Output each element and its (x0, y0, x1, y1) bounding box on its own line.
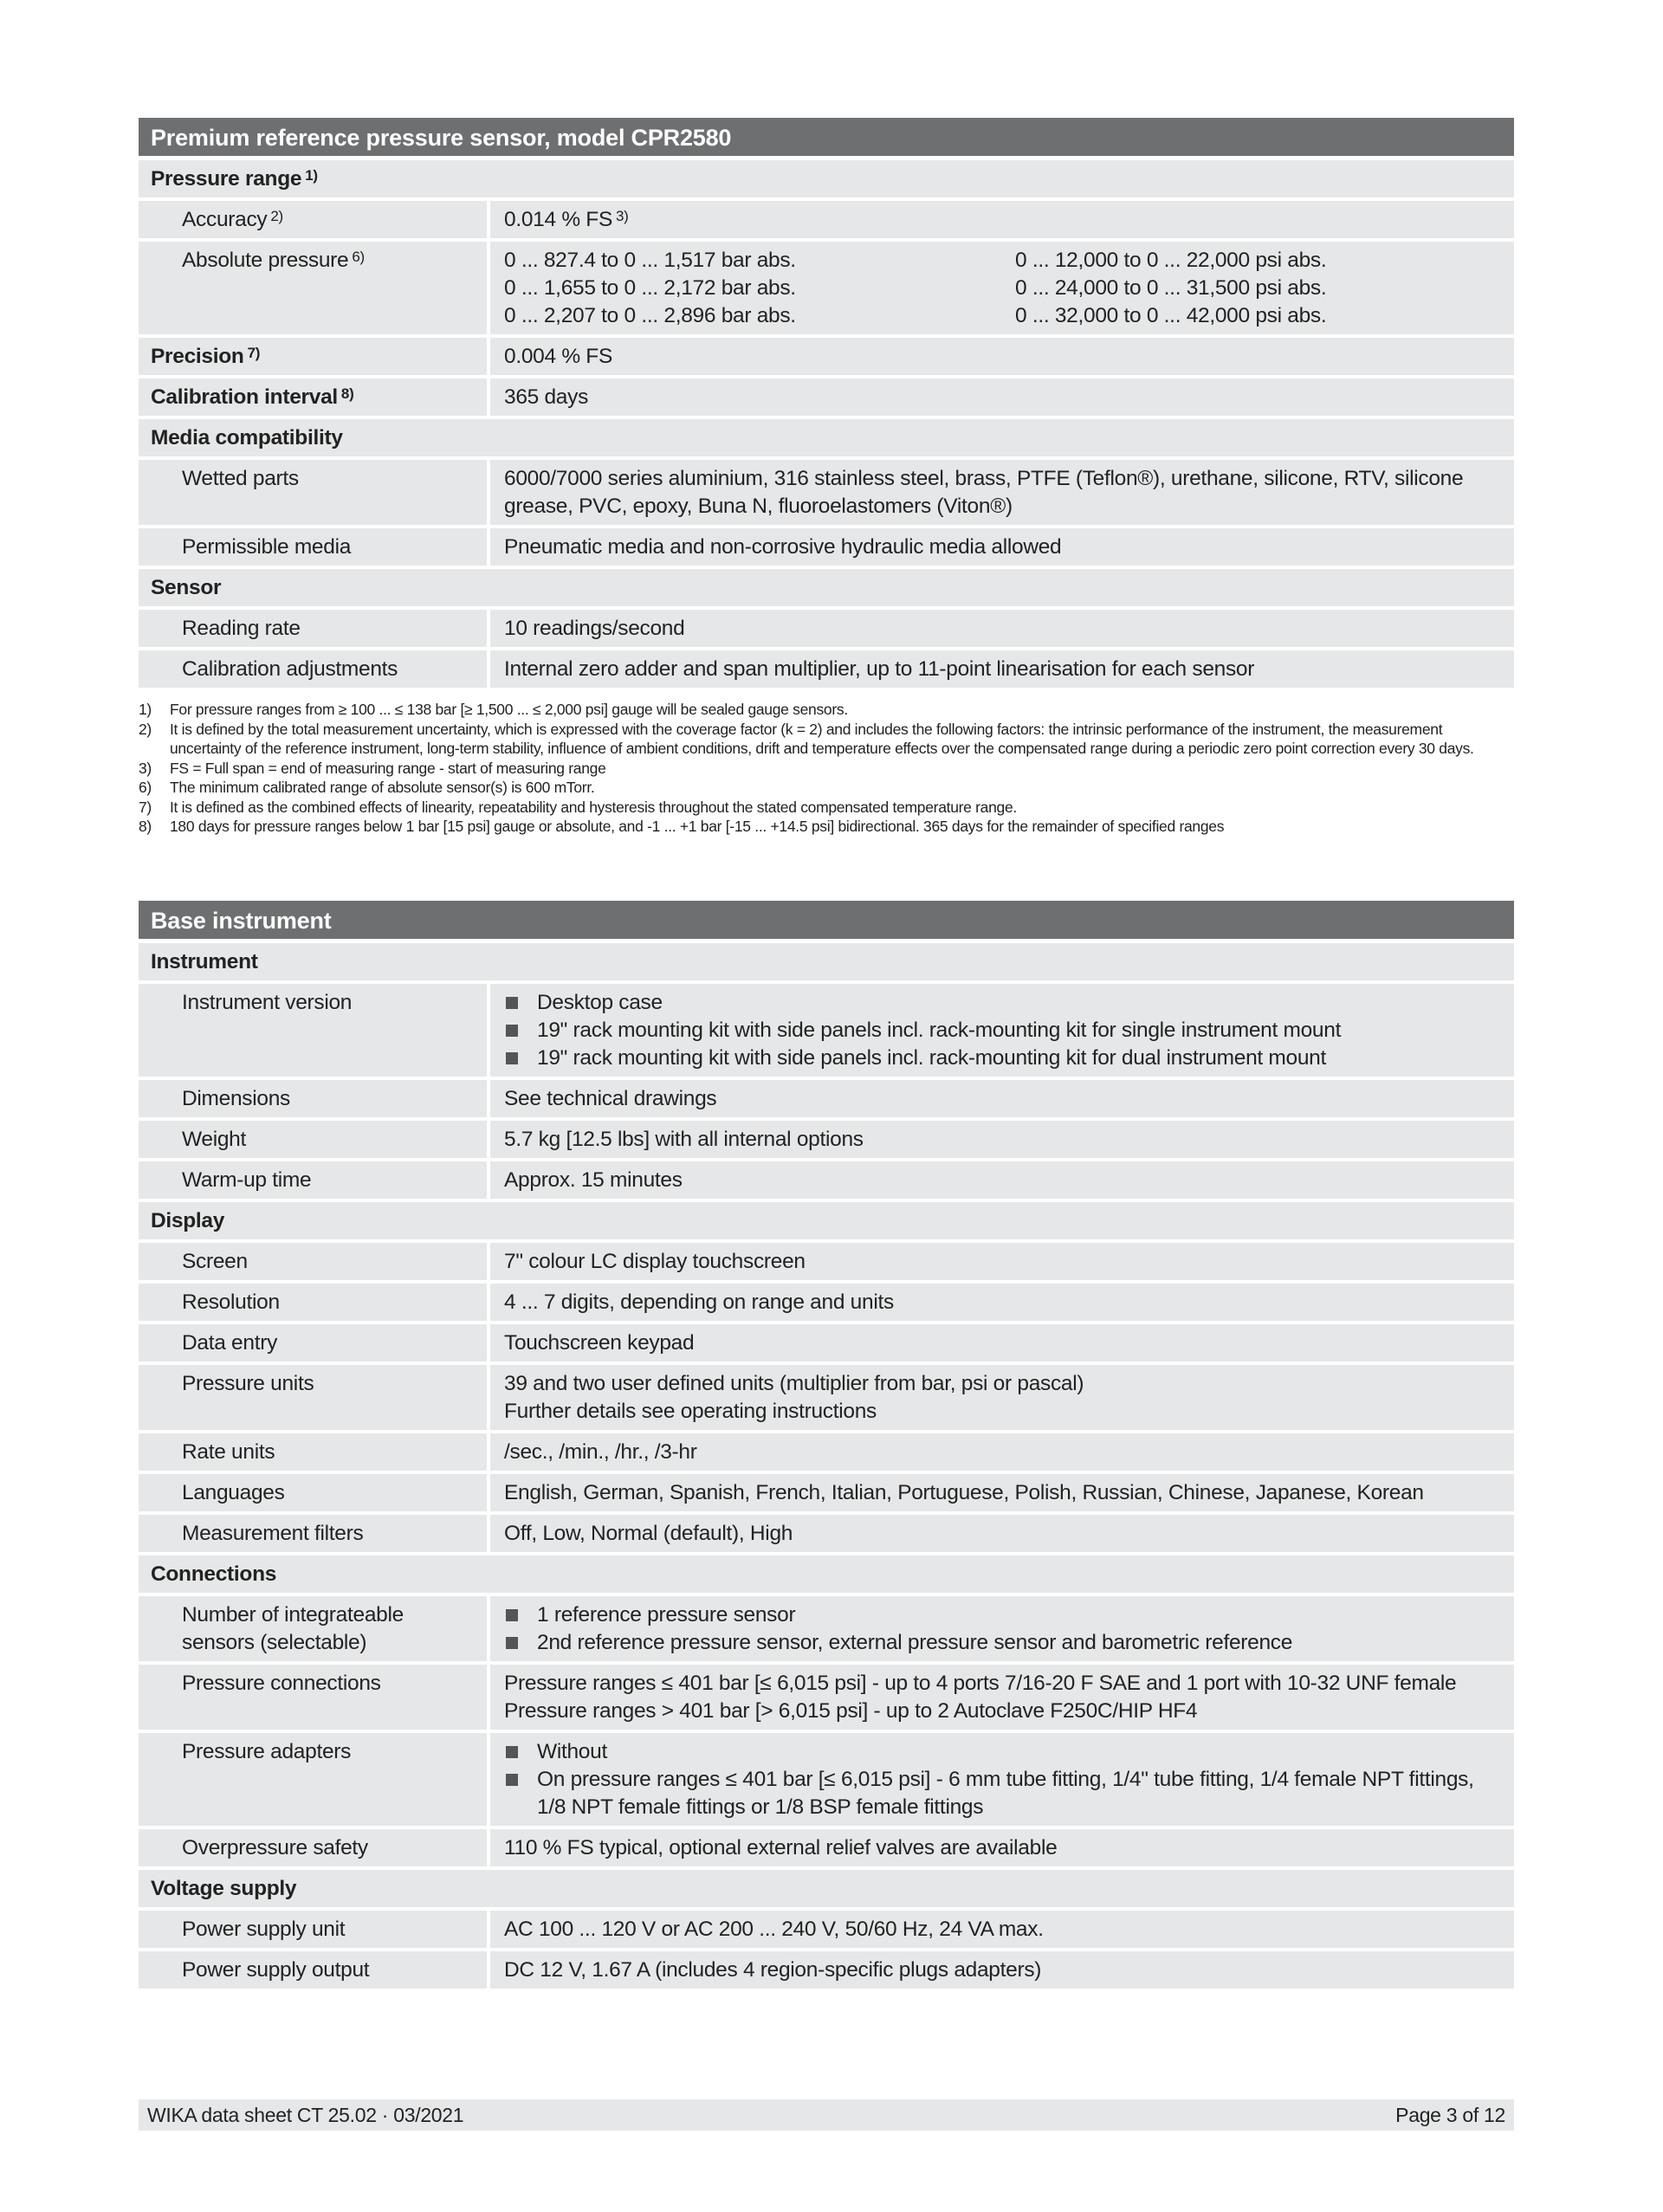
table-row (139, 610, 1514, 647)
value-cell (490, 610, 1514, 647)
value-line: 0 ... 827.4 to 0 ... 1,517 bar abs. (504, 249, 796, 272)
label-cell (139, 1284, 487, 1321)
value-text: 39 and two user defined units (multiplier from bar, psi or pascal) (504, 1372, 1084, 1395)
bullet-text: 19" rack mounting kit with side panels incl. rack-mounting kit for single instrument mount (537, 1019, 1342, 1042)
category-row (139, 1202, 1514, 1239)
row-label: Instrument version (182, 991, 353, 1014)
value-text: Pressure ranges ≤ 401 bar [≤ 6,015 psi] - up to 4 ports 7/16-20 F SAE and 1 port with 10-32 UNF female (504, 1672, 1457, 1695)
value-line (504, 1834, 1502, 1862)
value-line (504, 1520, 1502, 1548)
footnote-ref: 7) (247, 345, 261, 361)
table-row (139, 984, 1514, 1077)
category-label-cell (139, 1202, 1514, 1239)
footnote-ref: 8) (340, 385, 354, 402)
square-bullet-icon (506, 1637, 518, 1649)
value-cell (490, 1121, 1514, 1158)
value-cell (490, 1365, 1514, 1430)
row-label: Wetted parts (182, 467, 299, 490)
value-line: 0 ... 24,000 to 0 ... 31,500 psi abs. (1015, 276, 1327, 300)
bullet-item (504, 1738, 1502, 1766)
value-cell (490, 460, 1514, 525)
label-cell (139, 650, 487, 688)
footnote-number: 2) (139, 720, 152, 738)
value-line (504, 656, 1502, 683)
row-label: Measurement filters (182, 1522, 364, 1545)
label-cell (139, 528, 487, 566)
bullet-item (504, 989, 1502, 1017)
category-row (139, 1556, 1514, 1593)
table-row (139, 1161, 1514, 1199)
value-line (504, 1670, 1502, 1698)
category-label-cell (139, 569, 1514, 606)
footnote-text: FS = Full span = end of measuring range - start of measuring range (170, 759, 606, 777)
footnote-ref: 6) (352, 249, 365, 265)
row-label: Resolution (182, 1290, 280, 1314)
category-label-cell (139, 1556, 1514, 1593)
section-base-instrument (139, 901, 1514, 1992)
square-bullet-icon (506, 1774, 518, 1786)
value-cell (490, 378, 1514, 416)
footnote-number: 1) (139, 701, 152, 718)
value-cell (490, 650, 1514, 688)
value-cell (490, 338, 1514, 375)
table-row (139, 1596, 1514, 1661)
footer-page-number: Page 3 of 12 (1395, 2104, 1505, 2126)
label-cell (139, 610, 487, 647)
section-title: Base instrument (139, 901, 1514, 939)
footnote (139, 778, 1514, 798)
table-row (139, 1515, 1514, 1552)
footnote-ref: 3) (616, 208, 629, 224)
value-line (504, 1398, 1502, 1426)
table-row (139, 1433, 1514, 1471)
value-text: 110 % FS typical, optional external relief valves are available (504, 1836, 1058, 1860)
row-label: Sensor (151, 576, 222, 599)
bullet-item (504, 1601, 1502, 1629)
row-label: Display (151, 1209, 225, 1232)
label-cell (139, 1161, 487, 1199)
label-cell (139, 1080, 487, 1117)
value-text: 7" colour LC display touchscreen (504, 1250, 806, 1273)
footnote-ref: 2) (270, 208, 283, 224)
table-row (139, 242, 1514, 334)
footnote-ref: 1) (305, 167, 318, 184)
footnote-number: 7) (139, 798, 152, 816)
value-cell (490, 1284, 1514, 1321)
label-cell (139, 1365, 487, 1430)
value-cell (490, 1433, 1514, 1471)
value-line (504, 1248, 1502, 1276)
value-cell (490, 1829, 1514, 1866)
value-text: English, German, Spanish, French, Italian, Portuguese, Polish, Russian, Chinese, Japanese, Korean (504, 1481, 1424, 1504)
value-cell (490, 1474, 1514, 1511)
bullet-text: On pressure ranges ≤ 401 bar [≤ 6,015 psi] - 6 mm tube fitting, 1/4" tube fitting, 1/4 female NPT fittings, 1/8 NPT female fittings or 1/8 BSP female fittings (537, 1768, 1474, 1819)
value-cell (490, 1665, 1514, 1730)
label-cell (139, 1324, 487, 1361)
value-line (504, 1085, 1502, 1113)
label-cell (139, 1911, 487, 1948)
square-bullet-icon (506, 1609, 518, 1621)
row-label: Data entry (182, 1331, 278, 1355)
category-label-cell (139, 1870, 1514, 1907)
value-line: 0 ... 32,000 to 0 ... 42,000 psi abs. (1015, 304, 1327, 327)
value-text: Touchscreen keypad (504, 1331, 695, 1355)
table-row (139, 1911, 1514, 1948)
row-label: Calibration adjustments (182, 657, 398, 681)
footnote (139, 798, 1514, 818)
row-label: Reading rate (182, 617, 301, 640)
value-text: Approx. 15 minutes (504, 1168, 683, 1192)
footnote-text: The minimum calibrated range of absolute sensor(s) is 600 mTorr. (170, 779, 595, 796)
value-text: See technical drawings (504, 1087, 717, 1110)
row-label: Precision (151, 345, 244, 368)
label-cell (139, 378, 487, 416)
table-row (139, 1284, 1514, 1321)
table-row (139, 528, 1514, 566)
value-line (504, 1289, 1502, 1316)
footnote-text: It is defined by the total measurement uncertainty, which is expressed with the coverage factor (k = 2) and includes the following factors: the intrinsic performance of the instrument, the measurement uncertainty of the reference instrument, long-term stability, influence of ambient conditions, drift and temperature effects over the compensated range during a periodic zero point correction every 30 days. (170, 720, 1474, 757)
value-line (504, 1329, 1502, 1357)
bullet-text: Without (537, 1740, 607, 1763)
row-label: Pressure units (182, 1372, 314, 1395)
table-row (139, 1365, 1514, 1430)
table-row (139, 460, 1514, 525)
value-line (504, 1126, 1502, 1154)
value-line: 0 ... 1,655 to 0 ... 2,172 bar abs. (504, 276, 796, 300)
value-column (1015, 247, 1326, 330)
label-cell (139, 1433, 487, 1471)
row-label: Pressure connections (182, 1672, 381, 1695)
label-cell (139, 1596, 487, 1661)
value-line (504, 1957, 1502, 1984)
value-line (504, 615, 1502, 643)
value-line (504, 1479, 1502, 1507)
value-cell (490, 1951, 1514, 1989)
value-line (504, 1370, 1502, 1398)
value-line (504, 1698, 1502, 1725)
category-row (139, 569, 1514, 606)
table-row (139, 1121, 1514, 1158)
value-text: 365 days (504, 385, 589, 409)
footnote-number: 6) (139, 779, 152, 796)
value-cell (490, 1596, 1514, 1661)
table-row (139, 1324, 1514, 1361)
label-cell (139, 1829, 487, 1866)
value-line (504, 343, 1502, 371)
footnote-number: 3) (139, 759, 152, 777)
square-bullet-icon (506, 1746, 518, 1758)
table-row (139, 1665, 1514, 1730)
label-cell (139, 201, 487, 238)
label-cell (139, 1474, 487, 1511)
value-columns (504, 247, 1502, 330)
label-cell (139, 1515, 487, 1552)
row-label: Pressure adapters (182, 1740, 352, 1763)
row-label: Rate units (182, 1440, 275, 1464)
value-line (504, 534, 1502, 561)
row-label: Power supply output (182, 1958, 370, 1982)
table-row (139, 650, 1514, 688)
table-row (139, 1829, 1514, 1866)
value-text: /sec., /min., /hr., /3-hr (504, 1440, 697, 1464)
value-cell (490, 528, 1514, 566)
value-cell (490, 1080, 1514, 1117)
bullet-text: 19" rack mounting kit with side panels incl. rack-mounting kit for dual instrument mount (537, 1046, 1327, 1070)
table-row (139, 1080, 1514, 1117)
label-cell (139, 1733, 487, 1826)
value-text: 0.014 % FS (504, 208, 613, 231)
category-row (139, 943, 1514, 980)
label-cell (139, 460, 487, 525)
value-line (504, 1439, 1502, 1466)
value-cell (490, 1911, 1514, 1948)
row-label: Power supply unit (182, 1918, 346, 1941)
row-label: Voltage supply (151, 1877, 297, 1900)
square-bullet-icon (506, 1025, 518, 1037)
value-text: AC 100 ... 120 V or AC 200 ... 240 V, 50/60 Hz, 24 VA max. (504, 1918, 1044, 1941)
table-row (139, 1474, 1514, 1511)
footer-doc-id: WIKA data sheet CT 25.02 · 03/2021 (147, 2104, 464, 2126)
bullet-text: Desktop case (537, 991, 663, 1014)
section-title: Premium reference pressure sensor, model CPR2580 (139, 118, 1514, 156)
table-row (139, 338, 1514, 375)
row-label: Overpressure safety (182, 1836, 368, 1860)
category-label-cell (139, 943, 1514, 980)
value-text: 0.004 % FS (504, 345, 613, 368)
section-premium-sensor (139, 118, 1514, 837)
value-cell (490, 201, 1514, 238)
row-label: Media compatibility (151, 426, 343, 450)
value-cell (490, 1324, 1514, 1361)
label-cell (139, 242, 487, 334)
label-cell (139, 984, 487, 1077)
square-bullet-icon (506, 1052, 518, 1064)
bullet-item (504, 1017, 1502, 1045)
value-line (504, 465, 1502, 521)
row-label: Number of integrateable sensors (selectable) (182, 1603, 404, 1654)
value-text: 10 readings/second (504, 617, 685, 640)
table-row (139, 378, 1514, 416)
label-cell (139, 1121, 487, 1158)
footnote-text: 180 days for pressure ranges below 1 bar [15 psi] gauge or absolute, and -1 ... +1 bar [-15 ... +14.5 psi] bidirectional. 365 days for the remainder of specified ranges (170, 818, 1225, 835)
category-row (139, 419, 1514, 456)
row-label: Permissible media (182, 535, 352, 559)
row-label: Connections (151, 1562, 277, 1586)
footnote (139, 720, 1514, 759)
table-row (139, 1733, 1514, 1826)
page-footer (139, 2099, 1514, 2131)
value-text: Off, Low, Normal (default), High (504, 1522, 793, 1545)
value-line (504, 1167, 1502, 1194)
category-label-cell (139, 160, 1514, 197)
row-label: Pressure range (151, 167, 302, 191)
row-label: Instrument (151, 950, 258, 973)
bullet-text: 2nd reference pressure sensor, external pressure sensor and barometric reference (537, 1631, 1293, 1654)
row-label: Warm-up time (182, 1168, 312, 1192)
value-cell (490, 1161, 1514, 1199)
footnote (139, 700, 1514, 720)
value-column (504, 247, 1015, 330)
bullet-text: 1 reference pressure sensor (537, 1603, 796, 1627)
footnote-number: 8) (139, 818, 152, 835)
value-text: Internal zero adder and span multiplier, up to 11-point linearisation for each sensor (504, 657, 1255, 681)
footnote-text: For pressure ranges from ≥ 100 ... ≤ 138 bar [≥ 1,500 ... ≤ 2,000 psi] gauge will be sealed gauge sensors. (170, 701, 848, 718)
category-label-cell (139, 419, 1514, 456)
value-line (504, 384, 1502, 411)
value-text: DC 12 V, 1.67 A (includes 4 region-specific plugs adapters) (504, 1958, 1042, 1982)
value-cell (490, 242, 1514, 334)
bullet-item (504, 1766, 1502, 1821)
table-row (139, 1951, 1514, 1989)
label-cell (139, 338, 487, 375)
footnotes (139, 700, 1514, 837)
value-text: Pneumatic media and non-corrosive hydraulic media allowed (504, 535, 1062, 559)
category-row (139, 160, 1514, 197)
label-cell (139, 1665, 487, 1730)
row-label: Weight (182, 1128, 247, 1151)
category-row (139, 1870, 1514, 1907)
value-cell (490, 1243, 1514, 1280)
value-line: 0 ... 2,207 to 0 ... 2,896 bar abs. (504, 304, 796, 327)
row-label: Accuracy (182, 208, 268, 231)
bullet-item (504, 1629, 1502, 1657)
label-cell (139, 1951, 487, 1989)
value-text: Pressure ranges > 401 bar [> 6,015 psi] - up to 2 Autoclave F250C/HIP HF4 (504, 1699, 1198, 1723)
value-cell (490, 1515, 1514, 1552)
value-cell (490, 984, 1514, 1077)
table-row (139, 201, 1514, 238)
value-line (504, 1916, 1502, 1944)
value-text: 4 ... 7 digits, depending on range and units (504, 1290, 894, 1314)
footnote-text: It is defined as the combined effects of linearity, repeatability and hysteresis throughout the stated compensated temperature range. (170, 798, 1017, 816)
value-line (504, 206, 1502, 234)
row-label: Languages (182, 1481, 285, 1504)
bullet-item (504, 1045, 1502, 1072)
row-label: Screen (182, 1250, 248, 1273)
footnote (139, 759, 1514, 779)
value-text: 5.7 kg [12.5 lbs] with all internal options (504, 1128, 864, 1151)
value-text: 6000/7000 series aluminium, 316 stainless steel, brass, PTFE (Teflon®), urethane, silicone, RTV, silicone grease, PVC, epoxy, Buna N, fluoroelastomers (Viton®) (504, 467, 1464, 518)
label-cell (139, 1243, 487, 1280)
value-line: 0 ... 12,000 to 0 ... 22,000 psi abs. (1015, 249, 1327, 272)
row-label: Absolute pressure (182, 249, 349, 272)
table-row (139, 1243, 1514, 1280)
square-bullet-icon (506, 997, 518, 1009)
row-label: Calibration interval (151, 385, 338, 409)
row-label: Dimensions (182, 1087, 290, 1110)
value-cell (490, 1733, 1514, 1826)
value-text: Further details see operating instructions (504, 1400, 877, 1423)
footnote (139, 817, 1514, 837)
